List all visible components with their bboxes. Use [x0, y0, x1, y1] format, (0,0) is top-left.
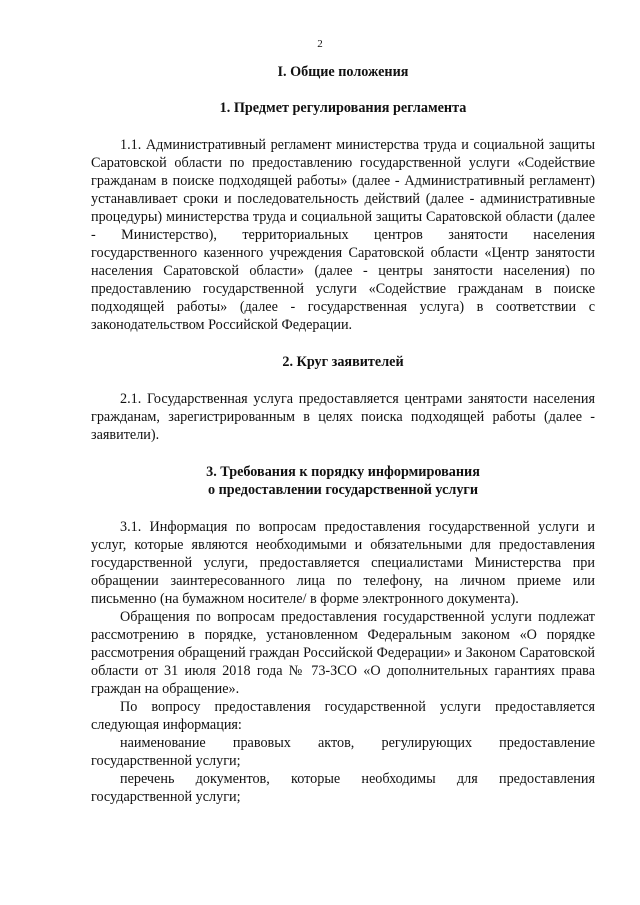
paragraph-info-provided: По вопросу предоставления государственной услуги предоставляется следующая информация:: [91, 699, 595, 733]
heading-section-2: 2. Круг заявителей: [282, 354, 404, 370]
page-number: 2: [317, 38, 323, 50]
heading-section-3-line-1: 3. Требования к порядку информирования: [206, 464, 480, 480]
paragraph-appeals: Обращения по вопросам предоставления государственной услуги подлежат рассмотрению в порядке, установленном Федеральным законом «О порядке рассмотрения обращений граждан Российской Федерации» и Законом Саратовской области от 31 июля 2018 года № 73-ЗСО «О дополнительных гарантиях права граждан на обращение».: [91, 609, 595, 697]
paragraph-1-1: 1.1. Административный регламент министерства труда и социальной защиты Саратовской области по предоставлению государственной услуги «Содействие гражданам в поиске подходящей работы» (далее - Административный регламент) устанавливает сроки и последовательность действий (далее - административные процедуры) министерства труда и социальной защиты Саратовской области (далее - Министерство), территориальных центров занятости населения государственного казенного учреждения Саратовской области «Центр занятости населения Саратовской области» (далее - центры занятости населения) по предоставлению государственной услуги «Содействие гражданам в поиске подходящей работы» (далее - государственная услуга) в соответствии с законодательством Российской Федерации.: [91, 137, 595, 333]
heading-section-3-line-2: о предоставлении государственной услуги: [207, 482, 479, 498]
paragraph-2-1: 2.1. Государственная услуга предоставляется центрами занятости населения гражданам, зарегистрированным в целях поиска подходящей работы (далее - заявители).: [91, 391, 595, 443]
paragraph-3-1: 3.1. Информация по вопросам предоставления государственной услуги и услуг, которые являются необходимыми и обязательными для предоставления государственной услуги, предоставляется специалистами Министерства при обращении заинтересованного лица по телефону, на личном приеме или письменно (на бумажном носителе/ в форме электронного документа).: [91, 519, 595, 607]
paragraph-documents-list: перечень документов, которые необходимы для предоставления государственной услуги;: [91, 771, 595, 805]
heading-section-1: 1. Предмет регулирования регламента: [219, 100, 467, 116]
paragraph-legal-acts: наименование правовых актов, регулирующих предоставление государственной услуги;: [91, 735, 595, 769]
document-body: [91, 63, 595, 806]
heading-general-provisions: I. Общие положения: [277, 64, 409, 80]
